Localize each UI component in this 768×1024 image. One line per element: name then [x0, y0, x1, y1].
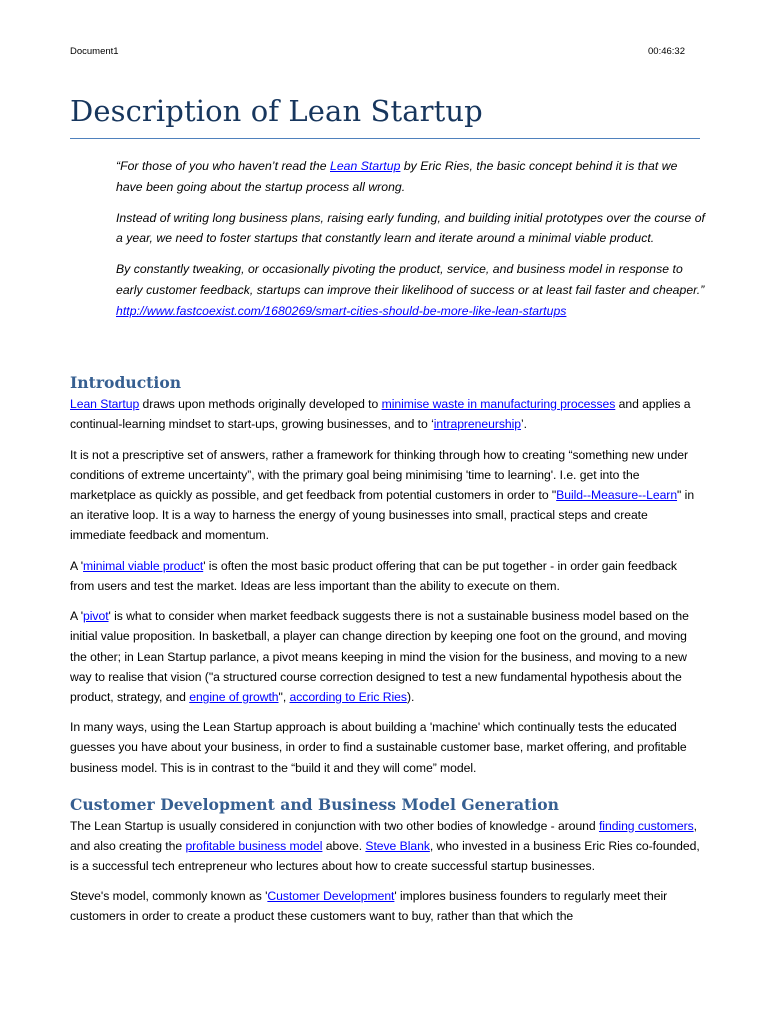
lean-startup-link[interactable]: Lean Startup — [70, 397, 140, 411]
minimise-waste-link[interactable]: minimise waste in manufacturing processes — [381, 397, 616, 411]
introduction-heading: Introduction — [70, 373, 182, 392]
paragraph-text: The Lean Startup is usually considered in conjunction with two other bodies of knowledge - around — [70, 818, 599, 833]
paragraph-text: , and also creating the — [70, 818, 697, 853]
paragraph-text: ", — [278, 689, 290, 704]
paragraph-text: A ' — [70, 558, 84, 573]
paragraph-text: ' is what to consider when market feedback suggests there is not a sustainable business model based on the initial value proposition. In basketball, a player can change direction by keeping one foot on the ground, and moving the other; in Lean Startup parlance, a pivot means keeping in mind the vision for the business, and moving to a new way to realise that vision ("a structured course correction designed to test a new fundamental hypothesis about the product, strategy, and — [70, 609, 689, 704]
paragraph-text: , who invested in a business Eric Ries co-founded, is a successful tech entrepreneur who lectures about how to create successful startup businesses. — [70, 838, 700, 873]
pivot-link[interactable]: pivot — [83, 609, 109, 624]
print-time: 00:46:32 — [648, 46, 685, 57]
paragraph-text: above. — [322, 838, 366, 853]
paragraph-text: A ' — [70, 609, 84, 624]
title-underline — [70, 138, 700, 139]
paragraph-text: ' implores business founders to regularly meet their customers in order to create a product these customers want to buy, rather than that which the — [70, 889, 668, 924]
quote-paragraph-1 — [116, 156, 706, 197]
steve-blank-link[interactable]: Steve Blank — [365, 838, 430, 853]
document-name: Document1 — [70, 46, 119, 57]
paragraph-text: " in an iterative loop. It is a way to harness the energy of young businesses into small, practical steps and create immediate feedback and momentum. — [70, 487, 695, 543]
quote-block — [116, 156, 706, 332]
quote-text: By constantly tweaking, or occasionally pivoting the product, service, and business model in response to early customer feedback, startups can improve their likelihood of success or at least fail faster and cheaper.” — [116, 262, 705, 297]
paragraph-text: ’. — [521, 417, 528, 432]
intro-paragraph-1 — [70, 394, 700, 434]
page-title: Description of Lean Startup — [70, 94, 483, 128]
engine-of-growth-link[interactable]: engine of growth — [189, 689, 279, 704]
customer-dev-paragraph-1 — [70, 816, 700, 876]
intro-paragraph-2 — [70, 445, 700, 545]
document-body — [70, 372, 700, 937]
paragraph-text: Steve's model, commonly known as ' — [70, 889, 268, 904]
paragraph-text: draws upon methods originally developed to — [139, 397, 382, 411]
according-to-eric-ries-link[interactable]: according to Eric Ries — [289, 689, 407, 704]
lean-startup-book-link[interactable]: Lean Startup — [330, 159, 401, 173]
customer-development-link[interactable]: Customer Development — [267, 889, 395, 904]
quote-text: “For those of you who haven’t read the — [116, 159, 330, 173]
profitable-business-model-link[interactable]: profitable business model — [185, 838, 323, 853]
build-measure-learn-link[interactable]: Build--Measure--Learn — [556, 487, 678, 502]
paragraph-text: and applies a continual-learning mindset to start-ups, growing businesses, and to ‘ — [70, 397, 691, 432]
customer-dev-paragraph-2 — [70, 886, 700, 926]
minimal-viable-product-link[interactable]: minimal viable product — [83, 558, 204, 573]
paragraph-text: ). — [406, 689, 415, 704]
intrapreneurship-link[interactable]: intrapreneurship — [433, 417, 522, 432]
quote-paragraph-2: Instead of writing long business plans, raising early funding, and building initial prototypes over the course of a year, we need to foster startups that constantly learn and iterate around a minimal viable product. — [116, 210, 705, 246]
quote-text: by Eric Ries, the basic concept behind it is that we have been going about the startup process all wrong. — [116, 159, 678, 194]
customer-development-heading: Customer Development and Business Model Generation — [70, 794, 560, 814]
fastcoexist-link[interactable]: http://www.fastcoexist.com/1680269/smart-cities-should-be-more-like-lean-startups — [116, 303, 567, 318]
paragraph-text: It is not a prescriptive set of answers, rather a framework for thinking through how to creating “something new under conditions of extreme uncertainty”, with the primary goal being minimising 'time to learning'. I.e. get into the marketplace as quickly as possible, and get feedback from potential customers in order to " — [70, 447, 689, 502]
paragraph-text: ' is often the most basic product offering that can be put together - in order gain feedback from users and test the market. Ideas are less important than the ability to execute on them. — [70, 558, 677, 593]
intro-paragraph-5: In many ways, using the Lean Startup approach is about building a 'machine' which continually tests the educated guesses you have about your business, in order to find a sustainable customer base, market offering, and profitable business model. This is in contrast to the “build it and they will come” model. — [70, 720, 687, 775]
intro-paragraph-3 — [70, 556, 700, 596]
quote-paragraph-3 — [116, 259, 706, 321]
intro-paragraph-4 — [70, 606, 700, 706]
finding-customers-link[interactable]: finding customers — [598, 818, 694, 833]
